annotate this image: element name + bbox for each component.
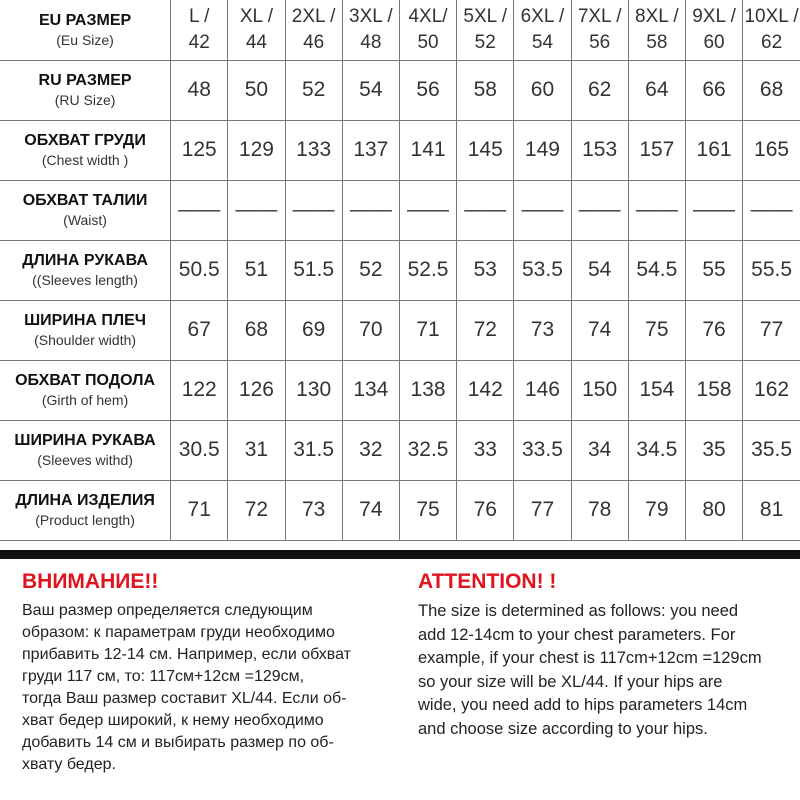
value-cell: —— — [171, 180, 228, 240]
row-label: RU РАЗМЕР — [38, 72, 132, 89]
size-number: 54 — [531, 31, 554, 53]
value-cell: 80 — [685, 480, 742, 540]
value-cell: 53 — [457, 240, 514, 300]
value-cell: 33 — [457, 420, 514, 480]
value-cell: 150 — [571, 360, 628, 420]
value-cell: 30.5 — [171, 420, 228, 480]
size-number: 44 — [245, 31, 267, 53]
size-letter: 8XL / — [635, 5, 679, 27]
value-cell: 72 — [457, 300, 514, 360]
row-label-cell — [0, 0, 171, 60]
table-row — [0, 300, 800, 360]
size-number: 62 — [761, 31, 783, 53]
table-row — [0, 60, 800, 120]
row-sublabel: (Sleeves withd) — [37, 452, 133, 468]
value-cell: 68 — [743, 60, 800, 120]
size-letter: L / — [189, 5, 210, 27]
value-cell: 31 — [228, 420, 285, 480]
attention-title-ru: ВНИМАНИЕ!! — [22, 570, 159, 593]
row-label-cell — [0, 300, 171, 360]
note-line: The size is determined as follows: you need — [418, 602, 739, 620]
value-cell: 71 — [399, 300, 456, 360]
value-cell: 55 — [685, 240, 742, 300]
value-cell: 35.5 — [743, 420, 800, 480]
value-cell: 125 — [171, 120, 228, 180]
row-sublabel: (RU Size) — [54, 92, 116, 108]
value-cell: 81 — [743, 480, 800, 540]
size-cell — [628, 0, 685, 60]
size-cell — [514, 0, 571, 60]
note-line: хвату бедер. — [22, 756, 116, 773]
row-label-cell — [0, 120, 171, 180]
row-label-cell — [0, 240, 171, 300]
note-line: wide, you need add to hips parameters 14cm — [418, 696, 748, 714]
value-cell: 73 — [285, 480, 342, 540]
size-letter: 2XL / — [291, 5, 336, 27]
note-line: Ваш размер определяется следующим — [22, 602, 313, 619]
size-letter: 6XL / — [520, 5, 565, 27]
value-cell: 64 — [628, 60, 685, 120]
note-line: and choose size according to your hips. — [418, 719, 708, 738]
value-cell: 74 — [342, 480, 399, 540]
value-cell: 53.5 — [514, 240, 571, 300]
row-sublabel: (Chest width ) — [41, 152, 129, 168]
value-cell: —— — [285, 180, 342, 240]
row-label: EU РАЗМЕР — [38, 11, 132, 29]
size-letter: 3XL / — [349, 5, 393, 27]
row-label: ШИРИНА ПЛЕЧ — [24, 312, 147, 329]
note-line: add 12-14cm to your chest parameters. For — [418, 625, 736, 644]
attention-body-ru — [22, 600, 407, 776]
value-cell: 157 — [628, 120, 685, 180]
value-cell: 62 — [571, 60, 628, 120]
row-sublabel: ((Sleeves length) — [32, 272, 138, 288]
value-cell: 70 — [342, 300, 399, 360]
value-cell: 146 — [514, 360, 571, 420]
note-line: образом: к параметрам груди необходимо — [22, 624, 335, 641]
value-cell: 34 — [571, 420, 628, 480]
note-line: хват бедер широкий, к нему необходимо — [22, 712, 324, 729]
value-cell: 51.5 — [285, 240, 342, 300]
table-row — [0, 240, 800, 300]
attention-body-en — [418, 600, 798, 741]
value-cell: 122 — [171, 360, 228, 420]
value-cell: 52 — [342, 240, 399, 300]
row-label: ОБХВАТ ГРУДИ — [24, 132, 146, 149]
attention-note-ru — [22, 568, 407, 776]
table-row — [0, 420, 800, 480]
value-cell: 129 — [228, 120, 285, 180]
value-cell: 162 — [743, 360, 800, 420]
size-number: 48 — [360, 31, 382, 53]
table-row — [0, 360, 800, 420]
value-cell: 50.5 — [171, 240, 228, 300]
row-label: ДЛИНА ИЗДЕЛИЯ — [15, 492, 155, 509]
row-label-cell — [0, 480, 171, 540]
value-cell: 34.5 — [628, 420, 685, 480]
value-cell: 51 — [228, 240, 285, 300]
value-cell: 31.5 — [285, 420, 342, 480]
size-number: 50 — [417, 31, 439, 53]
row-label-cell — [0, 420, 171, 480]
note-line: example, if your chest is 117cm+12cm =129cm — [418, 649, 762, 667]
size-number: 58 — [646, 31, 668, 53]
value-cell: —— — [628, 180, 685, 240]
note-line: прибавить 12-14 см. Например, если обхват — [22, 646, 351, 663]
value-cell: 71 — [171, 480, 228, 540]
value-cell: 154 — [628, 360, 685, 420]
size-cell — [228, 0, 285, 60]
row-label-cell — [0, 180, 171, 240]
note-line: so your size will be XL/44. If your hips are — [418, 672, 723, 691]
size-letter: 4XL/ — [408, 5, 448, 27]
value-cell: 35 — [685, 420, 742, 480]
size-letter: 5XL / — [463, 5, 508, 27]
value-cell: 54 — [571, 240, 628, 300]
size-letter: XL / — [239, 5, 273, 27]
table-row — [0, 120, 800, 180]
value-cell: 67 — [171, 300, 228, 360]
value-cell: —— — [685, 180, 742, 240]
row-label: ОБХВАТ ПОДОЛА — [15, 372, 156, 389]
value-cell: 130 — [285, 360, 342, 420]
size-number: 60 — [703, 31, 725, 53]
value-cell: 68 — [228, 300, 285, 360]
value-cell: 73 — [514, 300, 571, 360]
value-cell: 58 — [457, 60, 514, 120]
value-cell: —— — [399, 180, 456, 240]
size-letter: 9XL / — [692, 5, 736, 27]
value-cell: 66 — [685, 60, 742, 120]
value-cell: 72 — [228, 480, 285, 540]
value-cell: 138 — [399, 360, 456, 420]
row-sublabel: (Shoulder width) — [34, 332, 137, 348]
row-sublabel: (Waist) — [63, 212, 107, 228]
note-line: добавить 14 см и выбирать размер по об- — [22, 734, 334, 751]
value-cell: —— — [342, 180, 399, 240]
value-cell: —— — [457, 180, 514, 240]
value-cell: 158 — [685, 360, 742, 420]
size-number: 56 — [589, 31, 611, 53]
size-cell — [457, 0, 514, 60]
value-cell: 75 — [399, 480, 456, 540]
value-cell: 149 — [514, 120, 571, 180]
value-cell: 69 — [285, 300, 342, 360]
value-cell: 48 — [171, 60, 228, 120]
table-row — [0, 180, 800, 240]
value-cell: 52 — [285, 60, 342, 120]
value-cell: 74 — [571, 300, 628, 360]
value-cell: 52.5 — [399, 240, 456, 300]
value-cell: —— — [228, 180, 285, 240]
value-cell: 153 — [571, 120, 628, 180]
value-cell: 56 — [399, 60, 456, 120]
size-letter: 7XL / — [577, 5, 622, 27]
note-line: груди 117 см, то: 117см+12см =129см, — [22, 668, 305, 685]
value-cell: 32 — [342, 420, 399, 480]
size-cell — [399, 0, 456, 60]
value-cell: 133 — [285, 120, 342, 180]
size-number: 52 — [474, 31, 496, 53]
divider-bar — [0, 550, 800, 559]
value-cell: 54 — [342, 60, 399, 120]
row-label: ДЛИНА РУКАВА — [22, 252, 148, 269]
value-cell: 142 — [457, 360, 514, 420]
size-number: 42 — [188, 31, 210, 53]
row-label-cell — [0, 360, 171, 420]
value-cell: 165 — [743, 120, 800, 180]
value-cell: 137 — [342, 120, 399, 180]
row-label: ШИРИНА РУКАВА — [14, 432, 156, 449]
size-cell — [342, 0, 399, 60]
value-cell: 78 — [571, 480, 628, 540]
value-cell: 77 — [743, 300, 800, 360]
size-cell — [685, 0, 742, 60]
attention-title-en: ATTENTION! ! — [418, 570, 557, 593]
value-cell: 134 — [342, 360, 399, 420]
row-sublabel: (Product length) — [35, 512, 135, 528]
value-cell: 76 — [457, 480, 514, 540]
row-label-cell — [0, 60, 171, 120]
table-row — [0, 480, 800, 540]
size-number: 46 — [303, 31, 325, 53]
value-cell: 55.5 — [743, 240, 800, 300]
value-cell: 141 — [399, 120, 456, 180]
value-cell: 33.5 — [514, 420, 571, 480]
table-row — [0, 0, 800, 60]
size-cell — [285, 0, 342, 60]
row-label: ОБХВАТ ТАЛИИ — [22, 192, 148, 209]
value-cell: 60 — [514, 60, 571, 120]
value-cell: 77 — [514, 480, 571, 540]
size-cell — [743, 0, 800, 60]
value-cell: 145 — [457, 120, 514, 180]
value-cell: 126 — [228, 360, 285, 420]
value-cell: 161 — [685, 120, 742, 180]
value-cell: 50 — [228, 60, 285, 120]
attention-note-en — [418, 568, 798, 741]
value-cell: 54.5 — [628, 240, 685, 300]
value-cell: —— — [571, 180, 628, 240]
value-cell: 79 — [628, 480, 685, 540]
row-sublabel: (Eu Size) — [56, 31, 114, 48]
value-cell: —— — [514, 180, 571, 240]
note-line: тогда Ваш размер составит XL/44. Если об- — [22, 690, 347, 707]
size-letter: 10XL / — [744, 5, 799, 27]
row-sublabel: (Girth of hem) — [41, 392, 129, 408]
value-cell: 76 — [685, 300, 742, 360]
value-cell: —— — [743, 180, 800, 240]
size-cell — [571, 0, 628, 60]
value-cell: 75 — [628, 300, 685, 360]
value-cell: 32.5 — [399, 420, 456, 480]
size-cell — [171, 0, 228, 60]
